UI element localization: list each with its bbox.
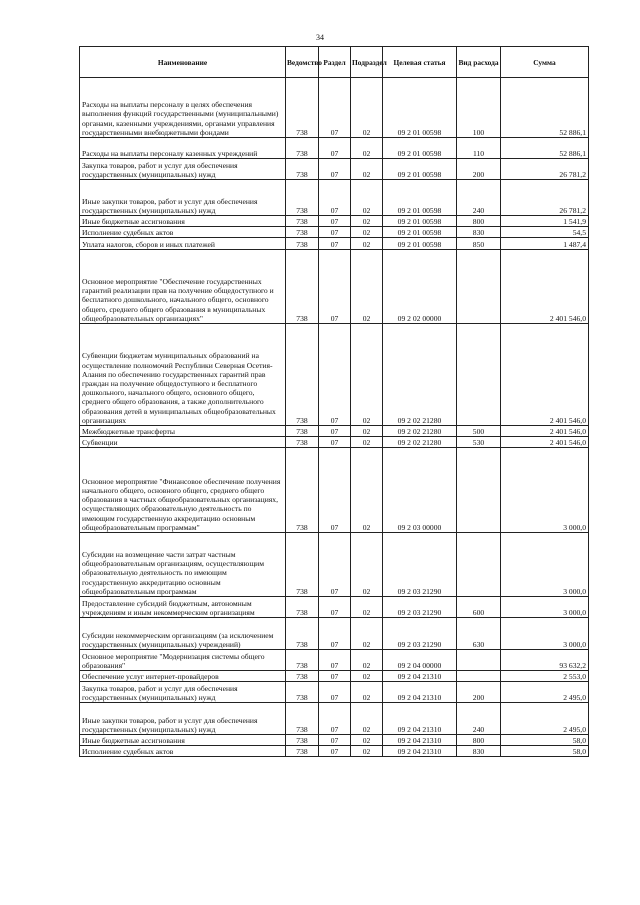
- row-podrazdel: 02: [351, 448, 383, 533]
- table-row: [80, 324, 589, 426]
- row-podrazdel: 02: [351, 250, 383, 324]
- row-razdel: 07: [319, 426, 351, 437]
- row-razdel: 07: [319, 180, 351, 216]
- row-podrazdel: 02: [351, 618, 383, 650]
- row-summa: 3 000,0: [501, 533, 589, 597]
- row-name: Уплата налогов, сборов и иных платежей: [80, 238, 286, 250]
- row-vid: [457, 324, 501, 426]
- row-vid: 200: [457, 159, 501, 180]
- row-name: Закупка товаров, работ и услуг для обеспечения государственных (муниципальных) нужд: [80, 159, 286, 180]
- table-row: [80, 448, 589, 533]
- row-razdel: 07: [319, 597, 351, 618]
- row-razdel: 07: [319, 238, 351, 250]
- table-row: [80, 671, 589, 682]
- row-podrazdel: 02: [351, 238, 383, 250]
- table-row: [80, 250, 589, 324]
- row-summa: 1 541,9: [501, 216, 589, 227]
- header-statya: Целевая статья: [383, 47, 457, 78]
- row-vid: 830: [457, 227, 501, 238]
- row-vid: 500: [457, 426, 501, 437]
- row-vedomstvo: 738: [286, 448, 319, 533]
- row-vedomstvo: 738: [286, 437, 319, 448]
- row-vedomstvo: 738: [286, 533, 319, 597]
- row-podrazdel: 02: [351, 437, 383, 448]
- row-razdel: 07: [319, 448, 351, 533]
- row-vid: 600: [457, 597, 501, 618]
- row-name: Основное мероприятие "Модернизация системы общего образования": [80, 650, 286, 671]
- row-summa: 52 886,1: [501, 138, 589, 159]
- row-podrazdel: 02: [351, 682, 383, 703]
- row-vedomstvo: 738: [286, 597, 319, 618]
- row-statya: 09 2 01 00598: [383, 78, 457, 138]
- table-row: [80, 533, 589, 597]
- row-summa: 2 401 546,0: [501, 324, 589, 426]
- row-name: Субвенции бюджетам муниципальных образований на осуществление полномочий Республики Северная Осетия-Алания по обеспечению государственных гарантий прав граждан на получение общедоступного и бесплатного дошкольного, начального общего, основного общего, среднего общего образования, а также дополнительного образования детей в муниципальных общеобразовательных организациях: [80, 324, 286, 426]
- row-razdel: 07: [319, 138, 351, 159]
- table-header-row: [80, 47, 589, 78]
- row-statya: 09 2 03 21290: [383, 533, 457, 597]
- table-row: [80, 238, 589, 250]
- table-row: [80, 618, 589, 650]
- row-vedomstvo: 738: [286, 671, 319, 682]
- row-vedomstvo: 738: [286, 746, 319, 757]
- row-summa: 52 886,1: [501, 78, 589, 138]
- header-vid: Вид расхода: [457, 47, 501, 78]
- row-statya: 09 2 01 00598: [383, 180, 457, 216]
- row-podrazdel: 02: [351, 426, 383, 437]
- row-summa: 2 401 546,0: [501, 250, 589, 324]
- row-vid: [457, 671, 501, 682]
- row-vid: 200: [457, 682, 501, 703]
- row-summa: 1 487,4: [501, 238, 589, 250]
- row-podrazdel: 02: [351, 597, 383, 618]
- row-name: Иные закупки товаров, работ и услуг для обеспечения государственных (муниципальных) нужд: [80, 703, 286, 735]
- row-name: Расходы на выплаты персоналу казенных учреждений: [80, 138, 286, 159]
- row-razdel: 07: [319, 437, 351, 448]
- row-statya: 09 2 01 00598: [383, 159, 457, 180]
- row-summa: 2 401 546,0: [501, 426, 589, 437]
- row-statya: 09 2 01 00598: [383, 216, 457, 227]
- row-summa: 3 000,0: [501, 597, 589, 618]
- row-podrazdel: 02: [351, 746, 383, 757]
- table-body: [80, 78, 589, 757]
- row-razdel: 07: [319, 78, 351, 138]
- table-row: [80, 159, 589, 180]
- row-vid: 110: [457, 138, 501, 159]
- row-vedomstvo: 738: [286, 78, 319, 138]
- row-vedomstvo: 738: [286, 227, 319, 238]
- row-podrazdel: 02: [351, 671, 383, 682]
- row-vid: 850: [457, 238, 501, 250]
- row-razdel: 07: [319, 227, 351, 238]
- table-row: [80, 180, 589, 216]
- row-summa: 26 781,2: [501, 180, 589, 216]
- row-podrazdel: 02: [351, 216, 383, 227]
- row-vedomstvo: 738: [286, 426, 319, 437]
- table-row: [80, 426, 589, 437]
- header-name: Наименование: [80, 47, 286, 78]
- table-row: [80, 597, 589, 618]
- table-row: [80, 138, 589, 159]
- row-podrazdel: 02: [351, 533, 383, 597]
- row-vid: 630: [457, 618, 501, 650]
- row-statya: 09 2 01 00598: [383, 138, 457, 159]
- row-razdel: 07: [319, 250, 351, 324]
- row-vid: 240: [457, 703, 501, 735]
- row-razdel: 07: [319, 703, 351, 735]
- table-row: [80, 216, 589, 227]
- row-statya: 09 2 01 00598: [383, 227, 457, 238]
- budget-table: [79, 46, 589, 757]
- header-razdel: Раздел: [319, 47, 351, 78]
- row-summa: 2 495,0: [501, 682, 589, 703]
- page-number: 34: [316, 33, 324, 42]
- row-vid: 800: [457, 216, 501, 227]
- row-statya: 09 2 02 00000: [383, 250, 457, 324]
- row-vid: [457, 533, 501, 597]
- row-razdel: 07: [319, 671, 351, 682]
- row-podrazdel: 02: [351, 703, 383, 735]
- row-vid: [457, 250, 501, 324]
- row-razdel: 07: [319, 650, 351, 671]
- row-statya: 09 2 03 21290: [383, 597, 457, 618]
- row-vedomstvo: 738: [286, 735, 319, 746]
- row-podrazdel: 02: [351, 138, 383, 159]
- row-summa: 3 000,0: [501, 618, 589, 650]
- row-name: Расходы на выплаты персоналу в целях обеспечения выполнения функций государственными (муниципальными) органами, казенными учреждениями, органами управления государственными внебюджетными фондами: [80, 78, 286, 138]
- row-summa: 58,0: [501, 746, 589, 757]
- row-summa: 58,0: [501, 735, 589, 746]
- row-summa: 2 553,0: [501, 671, 589, 682]
- row-podrazdel: 02: [351, 324, 383, 426]
- row-vid: [457, 650, 501, 671]
- row-podrazdel: 02: [351, 650, 383, 671]
- table-row: [80, 437, 589, 448]
- row-razdel: 07: [319, 746, 351, 757]
- row-statya: 09 2 04 21310: [383, 735, 457, 746]
- row-vid: [457, 448, 501, 533]
- row-vid: 100: [457, 78, 501, 138]
- row-razdel: 07: [319, 324, 351, 426]
- row-summa: 2 401 546,0: [501, 437, 589, 448]
- row-podrazdel: 02: [351, 227, 383, 238]
- row-podrazdel: 02: [351, 735, 383, 746]
- row-vedomstvo: 738: [286, 216, 319, 227]
- table-row: [80, 746, 589, 757]
- header-vedomstvo: Ведомство: [286, 47, 319, 78]
- row-summa: 54,5: [501, 227, 589, 238]
- row-statya: 09 2 02 21280: [383, 324, 457, 426]
- table-row: [80, 735, 589, 746]
- row-statya: 09 2 04 21310: [383, 682, 457, 703]
- row-razdel: 07: [319, 159, 351, 180]
- row-summa: 26 781,2: [501, 159, 589, 180]
- row-vedomstvo: 738: [286, 682, 319, 703]
- header-summa: Сумма: [501, 47, 589, 78]
- row-vid: 530: [457, 437, 501, 448]
- row-summa: 93 632,2: [501, 650, 589, 671]
- row-statya: 09 2 01 00598: [383, 238, 457, 250]
- row-podrazdel: 02: [351, 159, 383, 180]
- row-podrazdel: 02: [351, 78, 383, 138]
- table-row: [80, 682, 589, 703]
- row-vid: 830: [457, 746, 501, 757]
- row-name: Субсидии некоммерческим организациям (за исключением государственных (муниципальных) учреждений): [80, 618, 286, 650]
- row-razdel: 07: [319, 216, 351, 227]
- row-statya: 09 2 03 21290: [383, 618, 457, 650]
- row-statya: 09 2 02 21280: [383, 437, 457, 448]
- row-statya: 09 2 02 21280: [383, 426, 457, 437]
- table-row: [80, 650, 589, 671]
- row-vedomstvo: 738: [286, 238, 319, 250]
- row-statya: 09 2 04 21310: [383, 746, 457, 757]
- row-razdel: 07: [319, 682, 351, 703]
- row-statya: 09 2 04 00000: [383, 650, 457, 671]
- row-vid: 800: [457, 735, 501, 746]
- row-name: Субвенции: [80, 437, 286, 448]
- row-razdel: 07: [319, 533, 351, 597]
- row-vid: 240: [457, 180, 501, 216]
- row-name: Исполнение судебных актов: [80, 227, 286, 238]
- row-summa: 3 000,0: [501, 448, 589, 533]
- row-name: Предоставление субсидий бюджетным, автономным учреждениям и иным некоммерческим организациям: [80, 597, 286, 618]
- row-statya: 09 2 04 21310: [383, 671, 457, 682]
- header-podrazdel: Подраздел: [351, 47, 383, 78]
- row-name: Субсидии на возмещение части затрат частным общеобразовательным организациям, осуществляющим образовательную деятельность по имеющим государственную аккредитацию основным общеобразовательным программам: [80, 533, 286, 597]
- row-vedomstvo: 738: [286, 138, 319, 159]
- table-row: [80, 78, 589, 138]
- row-statya: 09 2 03 00000: [383, 448, 457, 533]
- row-name: Основное мероприятие "Финансовое обеспечение получения начального общего, основного общего, среднего общего образования в частных общеобразовательных организациях, осуществляющих образовательную деятельность по имеющим государственную аккредитацию основным общеобразовательным программам": [80, 448, 286, 533]
- row-name: Обеспечение услуг интернет-провайдеров: [80, 671, 286, 682]
- row-statya: 09 2 04 21310: [383, 703, 457, 735]
- row-name: Основное мероприятие "Обеспечение государственных гарантий реализации прав на получение общедоступного и бесплатного дошкольного, начального общего, основного общего, среднего общего образования в муниципальных общеобразовательных организациях": [80, 250, 286, 324]
- row-vedomstvo: 738: [286, 250, 319, 324]
- row-vedomstvo: 738: [286, 324, 319, 426]
- row-vedomstvo: 738: [286, 618, 319, 650]
- row-name: Иные бюджетные ассигнования: [80, 735, 286, 746]
- row-vedomstvo: 738: [286, 159, 319, 180]
- row-name: Исполнение судебных актов: [80, 746, 286, 757]
- row-vedomstvo: 738: [286, 650, 319, 671]
- row-razdel: 07: [319, 735, 351, 746]
- row-vedomstvo: 738: [286, 180, 319, 216]
- table-row: [80, 703, 589, 735]
- row-razdel: 07: [319, 618, 351, 650]
- row-name: Иные закупки товаров, работ и услуг для обеспечения государственных (муниципальных) нужд: [80, 180, 286, 216]
- row-name: Иные бюджетные ассигнования: [80, 216, 286, 227]
- row-name: Закупка товаров, работ и услуг для обеспечения государственных (муниципальных) нужд: [80, 682, 286, 703]
- row-vedomstvo: 738: [286, 703, 319, 735]
- row-summa: 2 495,0: [501, 703, 589, 735]
- table-row: [80, 227, 589, 238]
- row-podrazdel: 02: [351, 180, 383, 216]
- row-name: Межбюджетные трансферты: [80, 426, 286, 437]
